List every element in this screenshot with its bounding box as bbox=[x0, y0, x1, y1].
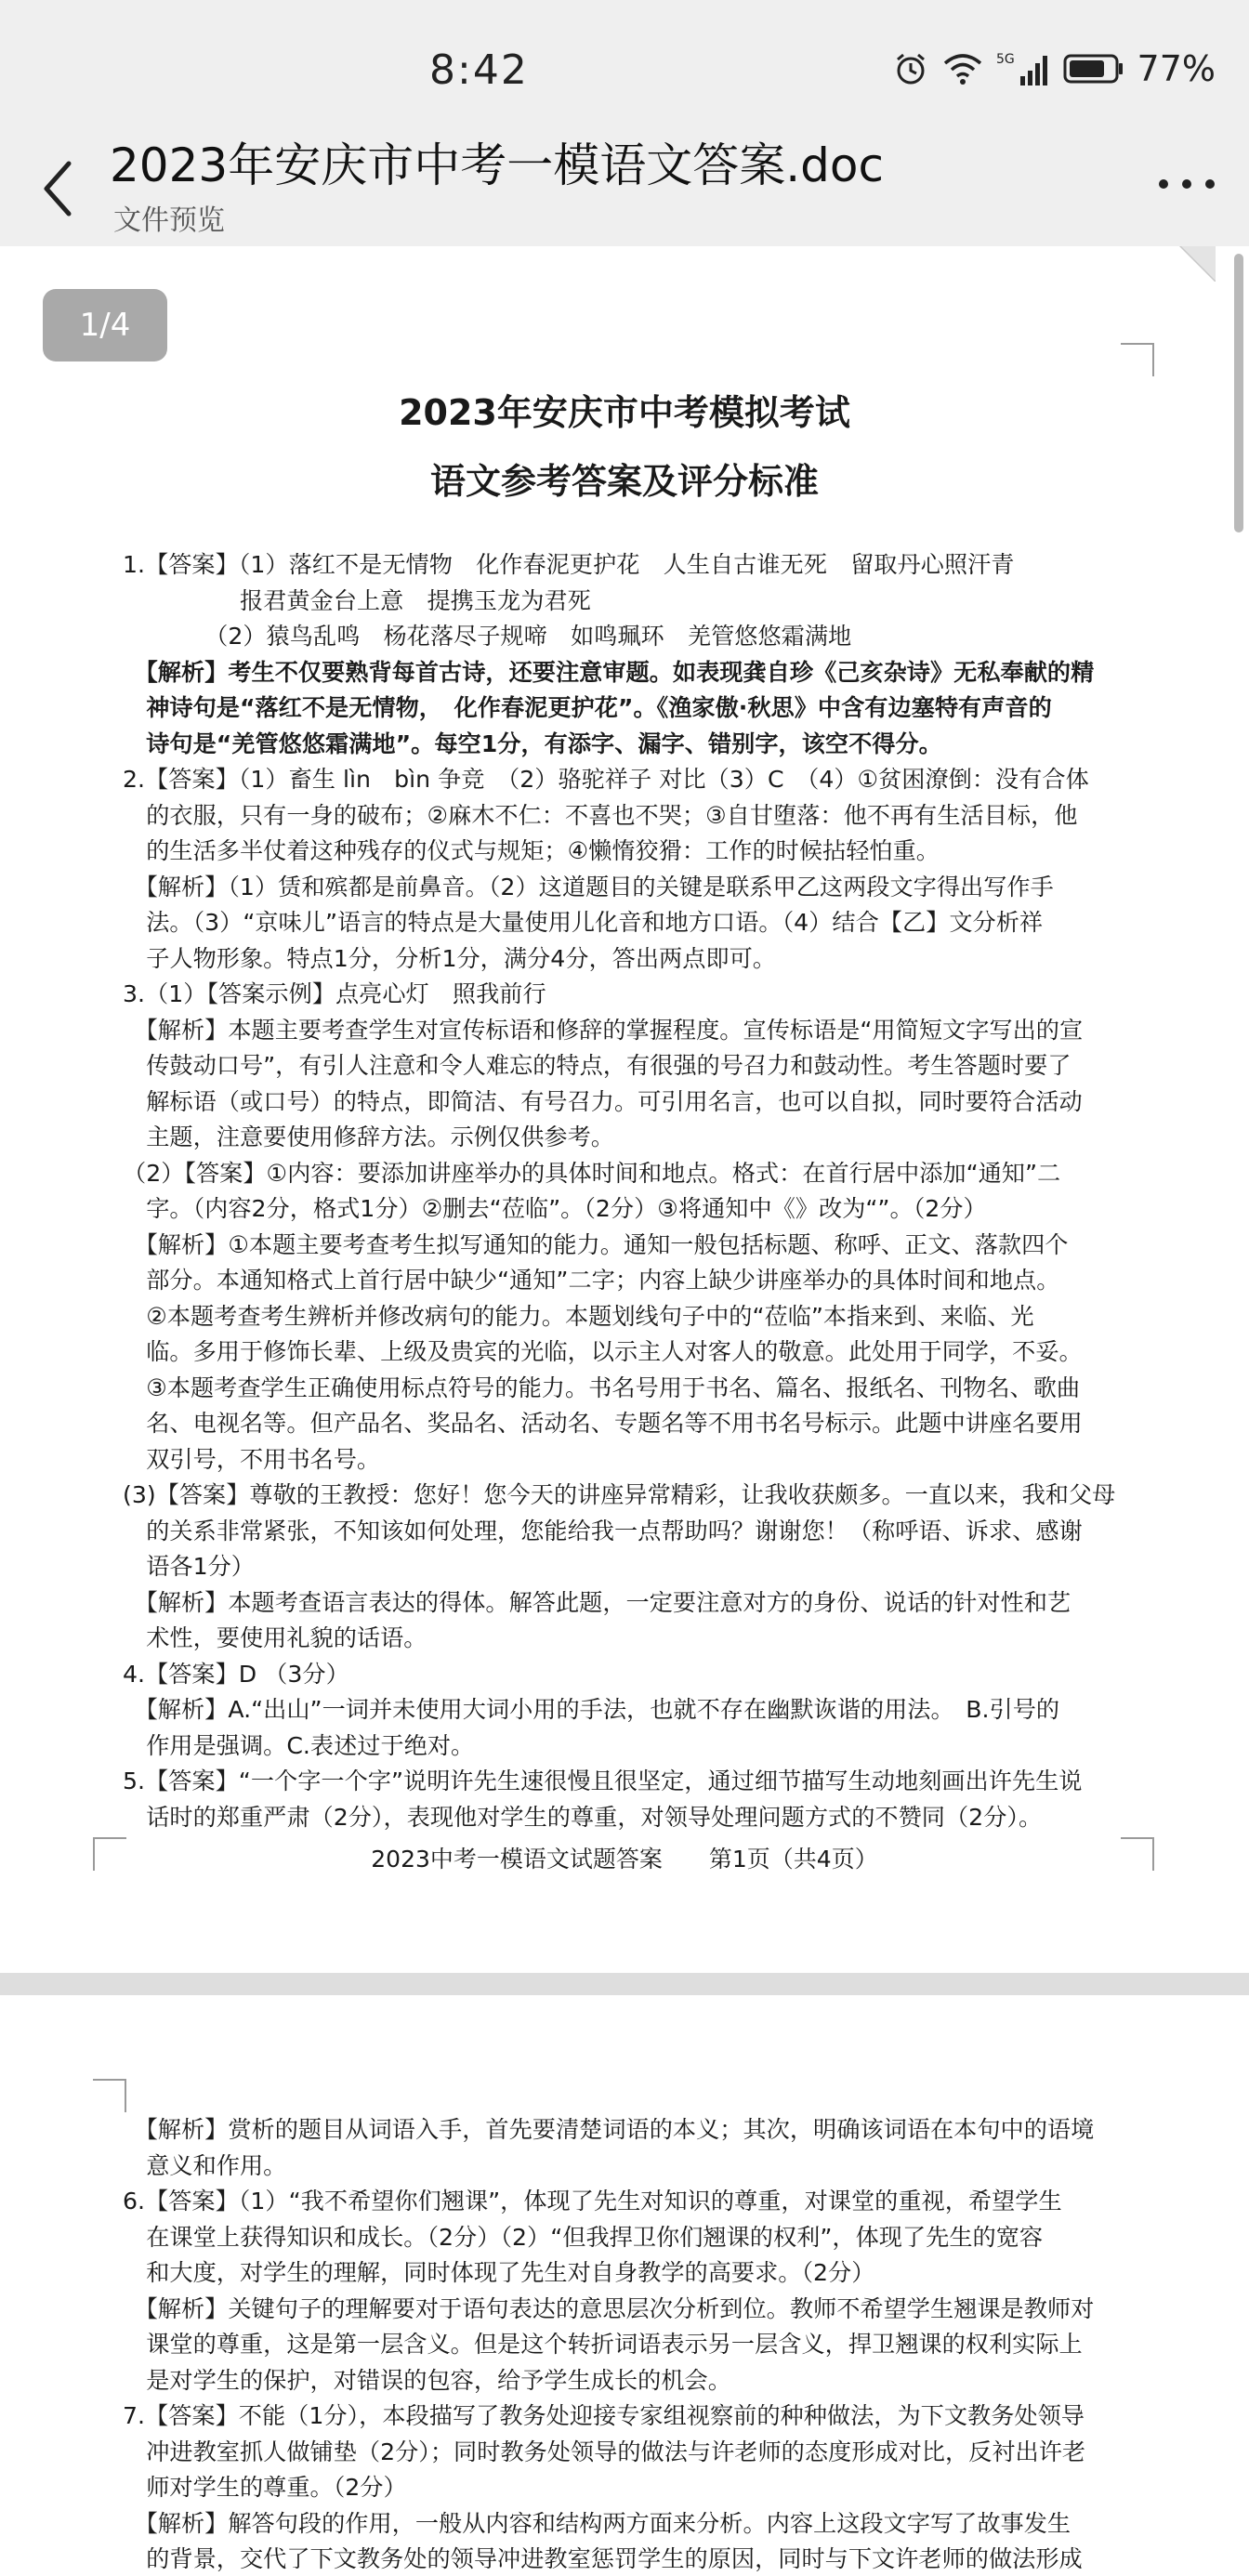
text-line: 主题，注意要使用修辞方法。示例仅供参考。 bbox=[123, 1124, 614, 1150]
text-line: (3)【答案】尊敬的王教授：您好！您今天的讲座异常精彩，让我收获颇多。一直以来，我和父母 bbox=[123, 1481, 1116, 1508]
text-line: 双引号，不用书名号。 bbox=[123, 1445, 381, 1473]
text-line: 的生活多半仗着这种残存的仪式与规矩；④懒惰狡猾：工作的时候拈轻怕重。 bbox=[123, 837, 940, 864]
text-line: 1.【答案】（1）落红不是无情物 化作春泥更护花 人生自古谁无死 留取丹心照汗青 bbox=[123, 551, 1015, 578]
text-line: 的背景，交代了下文教务处的领导冲进教室惩罚学生的原因，同时与下文许老师的做法形成 bbox=[123, 2545, 1083, 2572]
text-line: 【解析】赏析的题目从词语入手，首先要清楚词语的本义；其次，明确该词语在本句中的语境 bbox=[123, 2116, 1095, 2143]
text-line: 诗句是“羌管悠悠霜满地”。每空1分，有添字、漏字、错别字，该空不得分。 bbox=[123, 729, 942, 757]
text-line: 6.【答案】（1）“我不希望你们翘课”，体现了先生对知识的尊重，对课堂的重视，希望学生 bbox=[123, 2188, 1062, 2215]
page-indicator: 1/4 bbox=[43, 289, 167, 361]
text-line: 子人物形象。特点1分，分析1分，满分4分，答出两点即可。 bbox=[123, 944, 776, 972]
text-line: 【解析】关键句子的理解要对于语句表达的意思层次分析到位。教师不希望学生翘课是教师对 bbox=[123, 2294, 1095, 2322]
text-line: 作用是强调。C.表述过于绝对。 bbox=[123, 1731, 475, 1759]
text-line: 临。多用于修饰长辈、上级及贵宾的光临，以示主人对客人的敬意。此处用于同学，不妥。 bbox=[123, 1338, 1083, 1365]
text-line: 术性，要使用礼貌的话语。 bbox=[123, 1624, 427, 1651]
clock: 8:42 bbox=[429, 46, 529, 94]
answer-body-page-1 bbox=[123, 547, 1126, 1835]
wifi-icon bbox=[942, 52, 983, 85]
app-header bbox=[0, 139, 1249, 246]
text-line: 解标语（或口号）的特点，即简洁、有号召力。可引用名言，也可以自拟，同时要符合活动 bbox=[123, 1087, 1083, 1115]
text-line: （2）【答案】①内容：要添加讲座举办的具体时间和地点。格式：在首行居中添加“通知”二 bbox=[123, 1159, 1061, 1187]
exam-title: 2023年安庆市中考模拟考试 bbox=[399, 392, 850, 433]
text-line: 法。（3）“京味儿”语言的特点是大量使用儿化音和地方口语。（4）结合【乙】文分析祥 bbox=[123, 909, 1044, 936]
text-line: 5.【答案】“一个字一个字”说明许先生速很慢且很坚定，通过细节描写生动地刻画出许先生说 bbox=[123, 1768, 1083, 1794]
text-line: 部分。本通知格式上首行居中缺少“通知”二字；内容上缺少讲座举办的具体时间和地点。 bbox=[123, 1267, 1060, 1294]
text-line: 【解析】（1）赁和殡都是前鼻音。（2）这道题目的关键是联系甲乙这两段文字得出写作手 bbox=[123, 873, 1054, 900]
text-line: 报君黄金台上意 提携玉龙为君死 bbox=[123, 586, 591, 614]
answer-body-page-2 bbox=[123, 2112, 1126, 2576]
text-line: 【解析】解答句段的作用，一般从内容和结构两方面来分析。内容上这段文字写了故事发生 bbox=[123, 2509, 1072, 2537]
text-line: 名、电视名等。但产品名、奖品名、活动名、专题名等不用书名号标示。此题中讲座名要用 bbox=[123, 1410, 1083, 1437]
text-line: 【解析】本题主要考查学生对宣传标语和修辞的掌握程度。宣传标语是“用简短文字写出的宣 bbox=[123, 1016, 1084, 1044]
text-line: 【解析】考生不仅要熟背每首古诗，还要注意审题。如表现龚自珍《己亥杂诗》无私奉献的精 bbox=[123, 658, 1095, 686]
exam-subtitle: 语文参考答案及评分标准 bbox=[429, 461, 819, 502]
page-corner-icon bbox=[1178, 246, 1216, 282]
scrollbar[interactable] bbox=[1234, 254, 1243, 532]
text-line: 话时的郑重严肃（2分），表现他对学生的尊重，对领导处理问题方式的不赞同（2分）。 bbox=[123, 1803, 1043, 1831]
page-footer: 2023中考一模语文试题答案 第1页（共4页） bbox=[371, 1846, 878, 1873]
text-line: ③本题考查学生正确使用标点符号的能力。书名号用于书名、篇名、报纸名、刊物名、歌曲 bbox=[123, 1373, 1081, 1401]
text-line: 课堂的尊重，这是第一层含义。但是这个转折词语表示另一层含义，捍卫翘课的权利实际上 bbox=[123, 2331, 1083, 2358]
text-line: 是对学生的保护，对错误的包容，给予学生成长的机会。 bbox=[123, 2366, 731, 2394]
battery-icon bbox=[1063, 52, 1124, 85]
text-line: 2.【答案】（1）畜生 lìn bìn 争竞 （2）骆驼祥子 对比（3）C （4）①贫困潦倒：没有合体 bbox=[123, 766, 1089, 793]
crop-mark bbox=[1121, 343, 1154, 376]
document-title: 2023年安庆市中考一模语文答案.doc bbox=[110, 138, 884, 192]
crop-mark bbox=[93, 2079, 126, 2112]
text-line: 4.【答案】D （3分） bbox=[123, 1660, 349, 1688]
text-line: 冲进教室抓人做铺垫（2分）；同时教务处领导的做法与许老师的态度形成对比，反衬出许老 bbox=[123, 2438, 1086, 2465]
document-subtitle: 文件预览 bbox=[113, 204, 225, 237]
document-viewer[interactable] bbox=[0, 246, 1249, 2576]
document-page-2 bbox=[0, 1995, 1249, 2576]
text-line: 师对学生的尊重。（2分） bbox=[123, 2474, 407, 2501]
text-line: 的衣服，只有一身的破布；②麻木不仁：不喜也不哭；③自甘堕落：他不再有生活目标，他 bbox=[123, 801, 1078, 829]
text-line: （2）猿鸟乱鸣 杨花落尽子规啼 如鸣珮环 羌管悠悠霜满地 bbox=[123, 623, 852, 650]
network-label: 5G bbox=[995, 52, 1015, 67]
text-line: ②本题考查考生辨析并修改病句的能力。本题划线句子中的“莅临”本指来到、来临、光 bbox=[123, 1302, 1034, 1330]
text-line: 神诗句是“落红不是无情物， 化作春泥更护花”。《渔家傲·秋思》中含有边塞特有声音的 bbox=[123, 694, 1052, 721]
text-line: 和大度，对学生的理解，同时体现了先生对自身教学的高要求。（2分） bbox=[123, 2259, 875, 2286]
text-line: 的关系非常紧张，不知该如何处理，您能给我一点帮助吗？谢谢您！（称呼语、诉求、感谢 bbox=[123, 1517, 1083, 1544]
status-bar bbox=[0, 0, 1249, 139]
signal-icon bbox=[996, 50, 1050, 87]
text-line: 传鼓动口号”，有引人注意和令人难忘的特点，有很强的号召力和鼓动性。考生答题时要了 bbox=[123, 1052, 1072, 1079]
text-line: 【解析】A.“出山”一词并未使用大词小用的手法，也就不存在幽默诙谐的用法。 B.引号的 bbox=[123, 1696, 1060, 1723]
text-line: 字。（内容2分，格式1分）②删去“莅临”。（2分）③将通知中《》改为“”。（2分） bbox=[123, 1195, 987, 1222]
text-line: 语各1分） bbox=[123, 1553, 255, 1580]
text-line: 【解析】本题考查语言表达的得体。解答此题，一定要注意对方的身份、说话的针对性和艺 bbox=[123, 1588, 1072, 1616]
more-options-icon[interactable] bbox=[1154, 175, 1219, 193]
document-page-1 bbox=[0, 246, 1249, 1973]
text-line: 意义和作用。 bbox=[123, 2151, 287, 2179]
back-icon[interactable] bbox=[35, 156, 82, 221]
page-separator bbox=[0, 1973, 1249, 1995]
text-line: 3.（1）【答案示例】点亮心灯 照我前行 bbox=[123, 980, 546, 1007]
alarm-icon bbox=[892, 50, 929, 87]
battery-percent: 77% bbox=[1137, 48, 1216, 89]
text-line: 在课堂上获得知识和成长。（2分）（2）“但我捍卫你们翘课的权利”，体现了先生的宽容 bbox=[123, 2223, 1044, 2251]
text-line: 【解析】①本题主要考查考生拟写通知的能力。通知一般包括标题、称呼、正文、落款四个 bbox=[123, 1230, 1069, 1258]
system-icons bbox=[892, 48, 1216, 89]
text-line: 7.【答案】不能（1分），本段描写了教务处迎接专家组视察前的种种做法，为下文教务处领导 bbox=[123, 2402, 1085, 2429]
